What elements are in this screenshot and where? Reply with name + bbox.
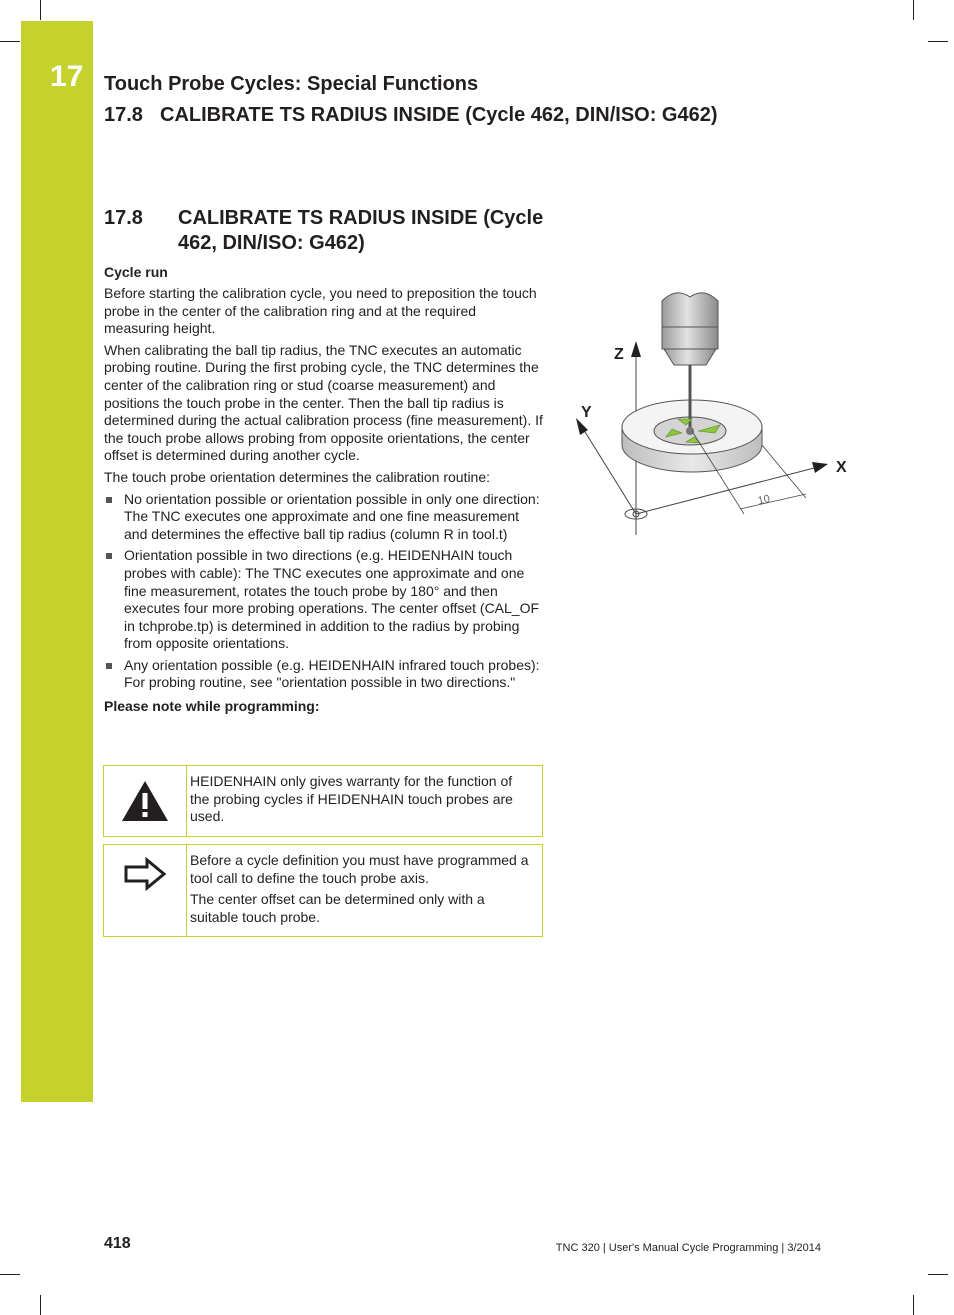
- paragraph: The touch probe orientation determines the calibration routine:: [104, 468, 491, 485]
- crop-mark: [0, 1274, 20, 1275]
- probe-body: [662, 327, 718, 349]
- section-title: CALIBRATE TS RADIUS INSIDE (Cycle 462, DIN/ISO: G462): [178, 207, 544, 254]
- warning-text: HEIDENHAIN only gives warranty for the function of the probing cycles if HEIDENHAIN touch probes are used.: [190, 773, 513, 825]
- section-heading: [104, 206, 549, 256]
- list-item-text: Orientation possible in two directions (e.g. HEIDENHAIN touch probes with cable): The TNC executes one approximate and one fine measurement, rotates the touch probe by 180° and then executes four more probing operations. The center offset (CAL_OF in tchprobe.tp) is determined in addition to the radius by probing from opposite orientations.: [124, 547, 540, 652]
- warning-icon-cell: [104, 766, 187, 836]
- arrow-right-icon: [123, 857, 167, 891]
- orientation-list: [104, 491, 544, 693]
- calibration-ring-illustration: [560, 285, 860, 540]
- probe-ball-tip: [686, 427, 694, 435]
- probe-taper: [664, 349, 716, 365]
- crop-mark: [928, 41, 948, 42]
- axis-label-y: Y: [581, 404, 592, 421]
- touch-probe-diagram: [560, 285, 860, 540]
- warning-text-cell: [187, 766, 542, 836]
- info-text: Before a cycle definition you must have programmed a tool call to define the touch probe axis.: [190, 852, 529, 886]
- info-icon-cell: [104, 845, 187, 936]
- crop-mark: [913, 1295, 914, 1315]
- bullet-square-icon: [106, 553, 112, 559]
- section-number: 17.8: [104, 207, 143, 229]
- cycle-run-heading: Cycle run: [104, 264, 168, 280]
- crop-mark: [913, 0, 914, 20]
- crop-mark: [40, 1295, 41, 1315]
- x-axis-line: [636, 467, 818, 514]
- x-axis-arrow-icon: [812, 462, 828, 473]
- programming-notes-heading: Please note while programming:: [104, 698, 320, 715]
- crop-mark: [0, 41, 20, 42]
- list-item: [104, 491, 544, 544]
- paragraph: Before starting the calibration cycle, you need to preposition the touch probe in the center of the calibration ring and at the required measuring height.: [104, 285, 537, 337]
- z-axis-arrow-icon: [631, 341, 641, 357]
- crop-mark: [40, 0, 41, 20]
- list-item: [104, 657, 544, 692]
- chapter-number: 17: [50, 60, 84, 93]
- info-text-cell: [187, 845, 542, 936]
- bullet-square-icon: [106, 663, 112, 669]
- chapter-title: Touch Probe Cycles: Special Functions: [104, 73, 479, 95]
- warning-triangle-icon: [120, 779, 170, 823]
- running-section-header: [104, 104, 718, 127]
- footer-text: TNC 320 | User's Manual Cycle Programming | 3/2014: [555, 1242, 821, 1254]
- axis-label-x: X: [836, 459, 847, 476]
- chapter-sidebar: [21, 21, 93, 1102]
- warning-note-box: [103, 765, 543, 837]
- crop-mark: [928, 1274, 948, 1275]
- running-section-title: CALIBRATE TS RADIUS INSIDE (Cycle 462, DIN/ISO: G462): [160, 104, 718, 126]
- body-content: [104, 264, 544, 721]
- paragraph: When calibrating the ball tip radius, the TNC executes an automatic probing routine. During the first probing cycle, the TNC determines the center of the calibration ring or stud (coarse measurement) and positions the touch probe in the center. Then the ball tip radius is determined during the actual calibration process (fine measurement). If the touch probe allows probing from opposite orientations, the center offset is determined during another cycle.: [104, 341, 543, 464]
- dimension-line: [740, 494, 806, 509]
- info-text: The center offset can be determined only with a suitable touch probe.: [190, 891, 485, 925]
- page-number: 418: [104, 1235, 131, 1252]
- info-note-box: [103, 844, 543, 937]
- probe-head: [662, 293, 718, 327]
- running-section-number: 17.8: [104, 104, 143, 126]
- list-item-text: Any orientation possible (e.g. HEIDENHAIN infrared touch probes): For probing routine, see "orientation possible in two directions.": [124, 656, 540, 691]
- list-item-text: No orientation possible or orientation possible in only one direction: The TNC executes one approximate and one fine measurement and determines the effective ball tip radius (column R in tool.t): [124, 490, 540, 542]
- dimension-label: 10: [756, 493, 772, 508]
- bullet-square-icon: [106, 497, 112, 503]
- axis-label-z: Z: [614, 346, 624, 363]
- list-item: [104, 547, 544, 653]
